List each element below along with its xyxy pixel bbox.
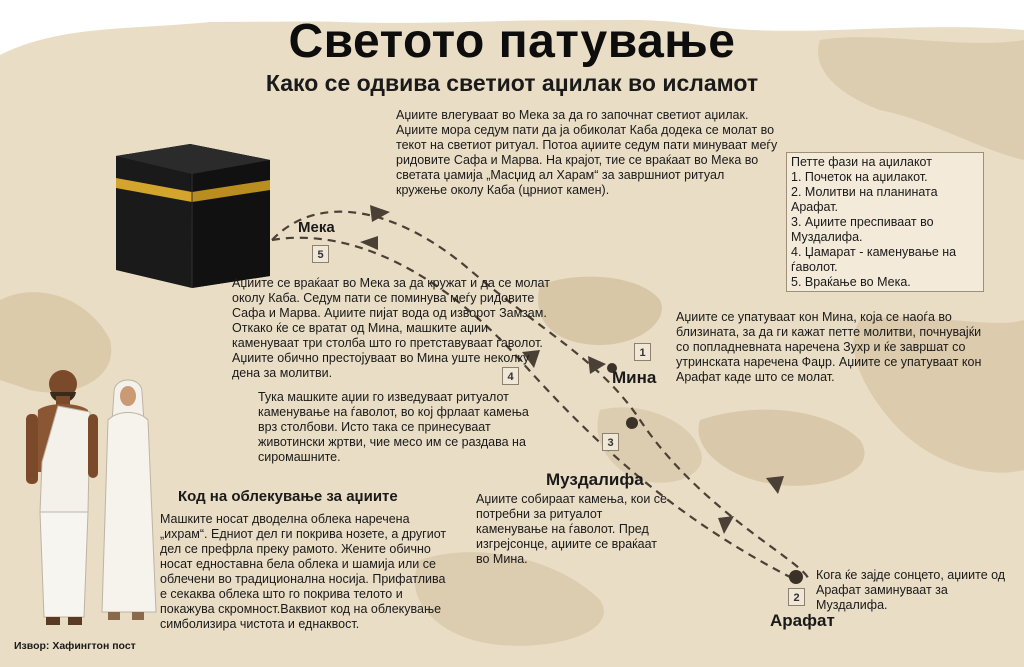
stoning-text: Тука машките аџии го изведуваат ритуалот каменување на ѓаволот, во кој фрлаат камења врз столбови. Исто така се принесуваат животински жртви, чие месо им се раздава на сиромашните. bbox=[258, 390, 529, 464]
source-credit: Извор: Хафингтон пост bbox=[14, 640, 136, 652]
place-label-arafat: Арафат bbox=[770, 611, 835, 630]
page-title: Светото патување bbox=[288, 15, 736, 68]
male-pilgrim-figure bbox=[26, 370, 98, 625]
step-marker-1: 1 bbox=[634, 343, 651, 361]
phase-item: 3. Аџиите преспиваат во Муздалифа. bbox=[791, 215, 934, 244]
route-arrow-icon bbox=[718, 516, 734, 534]
place-label-muzdalifa: Муздалифа bbox=[546, 470, 644, 489]
place-label-mina: Мина bbox=[612, 368, 657, 387]
return-meka-text: Аџиите се враќаат во Мека за да кружат и да се молат околу Каба. Седум пати се поминува меѓу ридовите Сафа и Марва. Аџиите пијат вода од изворот Замзам. Откако ќе се вратат од Мина, машките аџии каменуваат три столба што го претставуваат ѓаволот. Аџиите обично престојуваат во Мина уште неколку дена за молитви. bbox=[232, 276, 550, 380]
location-dot-icon bbox=[789, 570, 803, 584]
muzdalifa-text: Аџиите собираат камења, кои се потребни за ритуалот каменување на ѓаволот. Пред изгрејсонце, аџиите се враќаат во Мина. bbox=[476, 492, 667, 566]
phases-heading: Петте фази на аџилакот bbox=[791, 155, 932, 169]
place-label-meka: Мека bbox=[298, 219, 335, 236]
arafat-text: Кога ќе зајде сонцето, аџиите од Арафат заминуваат за Муздалифа. bbox=[816, 568, 1006, 612]
phases-box bbox=[786, 152, 984, 292]
pilgrims-illustration bbox=[18, 362, 163, 632]
route-arrow-icon bbox=[766, 476, 784, 494]
step-marker-5: 5 bbox=[312, 245, 329, 263]
phase-item: 5. Враќање во Мека. bbox=[791, 275, 911, 289]
step-marker-2: 2 bbox=[788, 588, 805, 606]
page-subtitle: Како се одвива светиот аџилак во исламот bbox=[265, 70, 759, 96]
intro-text: Аџиите влегуваат во Мека за да го започнат светиот аџилак. Аџиите мора седум пати да ја обиколат Каба додека се молат во текот на светиот ритуал. Потоа аџиите седум пати минуваат меѓу ридовите Сафа и Марва. На крајот, тие се враќаат во Мека во светата џамија „Масџид ал Харам“ за завршниот ритуал кружење околу Каба (црниот камен). bbox=[396, 108, 778, 197]
step-marker-4: 4 bbox=[502, 367, 519, 385]
dress-code-text: Машките носат дводелна облека наречена „ихрам“. Едниот дел ги покрива нозете, а другиот дел се префрла преку рамото. Жените обично носат едноставна бела облека и шамија или се облечени во традиционална носија. Прифатлива е секаква облека што го покрива телото и покажува скромност.Ваквиот код на облекување симболизира чистота и еднаквост. bbox=[160, 512, 447, 631]
mina-text: Аџиите се упатуваат кон Мина, која се наоѓа во близината, за да ги кажат петте молитви, почнувајќи со попладневната наречена Зухр и ќе завршат со утринската наречена Фаџр. Аџиите се упатуваат кон Арафат каде што се молат. bbox=[676, 310, 982, 384]
phase-item: 1. Почеток на аџилакот. bbox=[791, 170, 928, 184]
route-arrow-icon bbox=[370, 205, 390, 222]
phase-item: 4. Џамарат - каменување на ѓаволот. bbox=[791, 245, 957, 274]
step-marker-3: 3 bbox=[602, 433, 619, 451]
location-dot-icon bbox=[626, 417, 638, 429]
dress-code-heading: Код на облекување за аџиите bbox=[178, 488, 398, 505]
phase-item: 2. Молитви на планината Арафат. bbox=[791, 185, 938, 214]
female-pilgrim-figure bbox=[102, 380, 156, 620]
